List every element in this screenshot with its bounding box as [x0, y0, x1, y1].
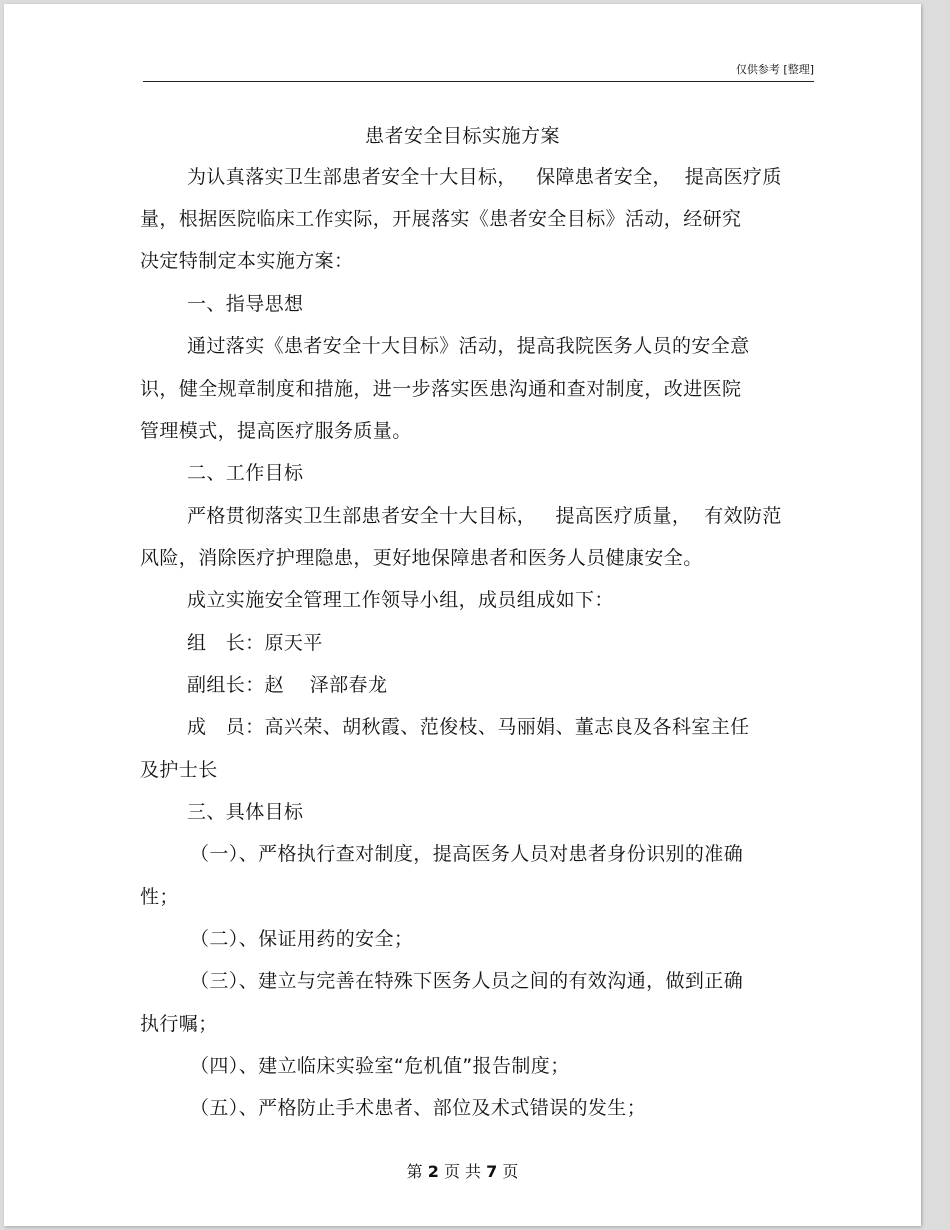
member-line: 成 员：高兴荣、胡秋霞、范俊枝、马丽娟、董志良及各科室主任 [187, 716, 750, 738]
section-heading: 一、指导思想 [187, 293, 304, 315]
footer-middle: 页 共 [438, 1162, 487, 1181]
total-page-count: 7 [486, 1162, 498, 1181]
paragraph-line: 管理模式，提高医疗服务质量。 [140, 420, 412, 442]
paragraph-line: 通过落实《患者安全十大目标》活动，提高我院医务人员的安全意 [187, 335, 750, 357]
list-item-line: （一）、严格执行查对制度，提高医务人员对患者身份识别的准确 [190, 843, 744, 865]
document-page [4, 4, 921, 1226]
section-heading: 二、工作目标 [187, 462, 304, 484]
paragraph-line: 为认真落实卫生部患者安全十大目标， 保障患者安全， 提高医疗质 [187, 166, 782, 188]
list-item-line: （五）、严格防止手术患者、部位及术式错误的发生； [190, 1097, 647, 1119]
paragraph-line: 风险，消除医疗护理隐患，更好地保障患者和医务人员健康安全。 [140, 547, 703, 569]
current-page-number: 2 [427, 1162, 439, 1181]
member-line: 副组长：赵 泽部春龙 [187, 674, 388, 696]
list-item-line: 性； [140, 886, 179, 908]
list-item-line: 执行嘱； [140, 1013, 218, 1035]
section-heading: 三、具体目标 [187, 801, 304, 823]
footer-prefix: 第 [406, 1162, 428, 1181]
member-line: 及护士长 [140, 759, 218, 781]
list-item-line: （四）、建立临床实验室“危机值”报告制度； [190, 1055, 570, 1077]
list-item-line: （三）、建立与完善在特殊下医务人员之间的有效沟通，做到正确 [190, 970, 744, 992]
paragraph-line: 成立实施安全管理工作领导小组，成员组成如下： [187, 589, 614, 611]
document-title: 患者安全目标实施方案 [364, 125, 560, 147]
footer-suffix: 页 [497, 1162, 519, 1181]
page-footer [4, 1159, 921, 1182]
page-header [143, 59, 814, 82]
paragraph-line: 决定特制定本实施方案： [140, 250, 354, 272]
header-note: 仅供参考 [整理] [735, 63, 814, 76]
member-line: 组 长：原天平 [187, 632, 323, 654]
paragraph-line: 严格贯彻落实卫生部患者安全十大目标， 提高医疗质量， 有效防范 [187, 505, 782, 527]
list-item-line: （二）、保证用药的安全； [190, 928, 414, 950]
paragraph-line: 识，健全规章制度和措施，进一步落实医患沟通和查对制度，改进医院 [140, 378, 742, 400]
paragraph-line: 量，根据医院临床工作实际，开展落实《患者安全目标》活动，经研究 [140, 208, 742, 230]
